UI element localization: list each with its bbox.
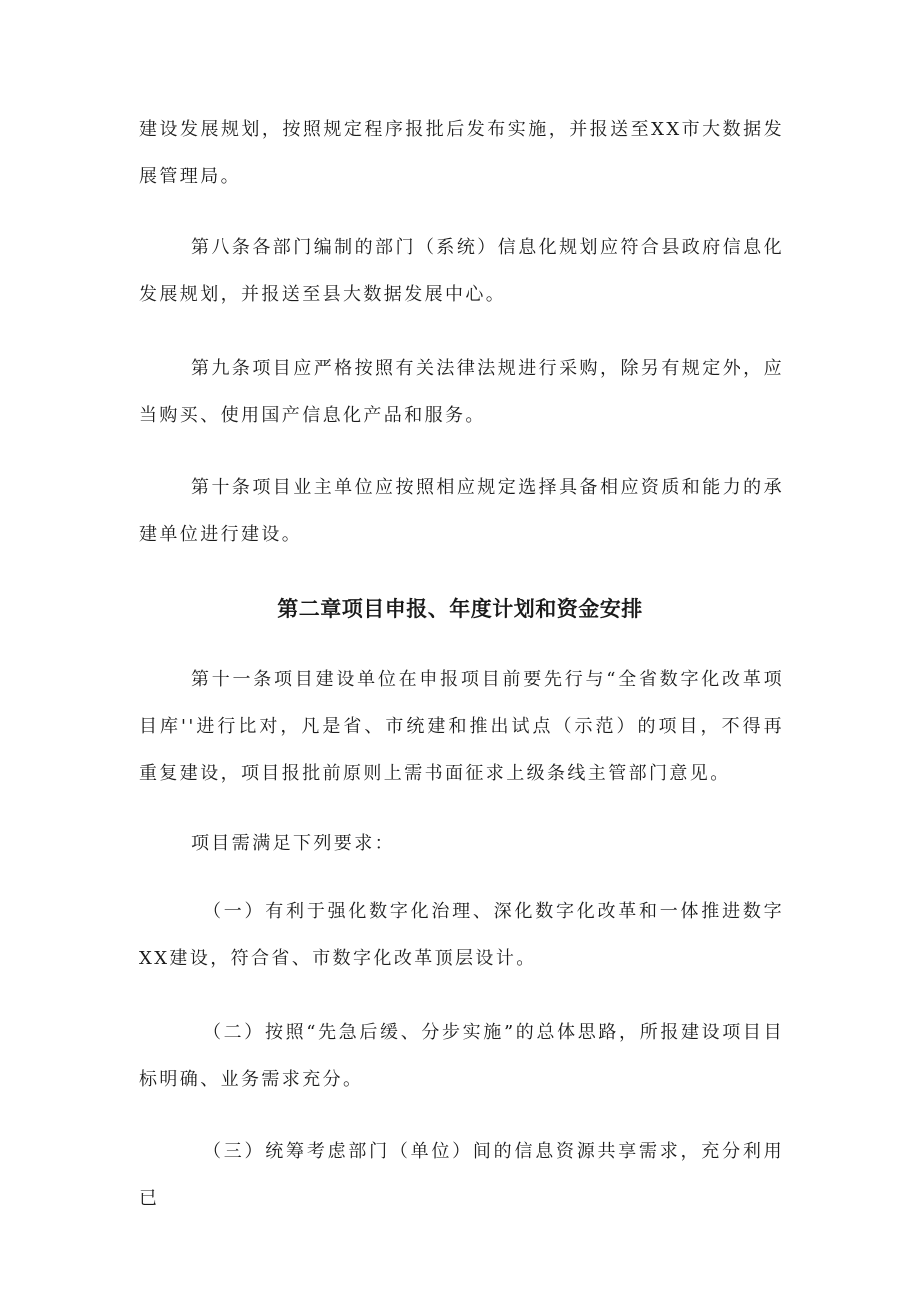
paragraph-requirement-3: （三）统筹考虑部门（单位）间的信息资源共享需求，充分利用已	[139, 1141, 784, 1209]
paragraph-requirement-1: （一）有利于强化数字化治理、深化数字化改革和一体推进数字XX建设，符合省、市数字化改革顶层设计。	[139, 901, 784, 969]
paragraph-planning-continuation: 建设发展规划，按照规定程序报批后发布实施，并报送至XX市大数据发展管理局。	[139, 119, 784, 187]
paragraph-article-9: 第九条项目应严格按照有关法律法规进行采购，除另有规定外，应当购买、使用国产信息化产品和服务。	[139, 358, 784, 426]
chapter-heading: 第二章项目申报、年度计划和资金安排	[277, 597, 643, 621]
paragraph-article-11: 第十一条项目建设单位在申报项目前要先行与“全省数字化改革项目库''进行比对，凡是省、市统建和推出试点（示范）的项目，不得再重复建设，项目报批前原则上需书面征求上级条线主管部门意见。	[139, 669, 784, 784]
paragraph-article-10: 第十条项目业主单位应按照相应规定选择具备相应资质和能力的承建单位进行建设。	[139, 477, 784, 545]
paragraph-article-8: 第八条各部门编制的部门（系统）信息化规划应符合县政府信息化发展规划，并报送至县大数据发展中心。	[139, 237, 784, 305]
paragraph-requirements-intro: 项目需满足下列要求：	[191, 833, 395, 854]
paragraph-requirement-2: （二）按照“先急后缓、分步实施”的总体思路，所报建设项目目标明确、业务需求充分。	[139, 1022, 784, 1090]
